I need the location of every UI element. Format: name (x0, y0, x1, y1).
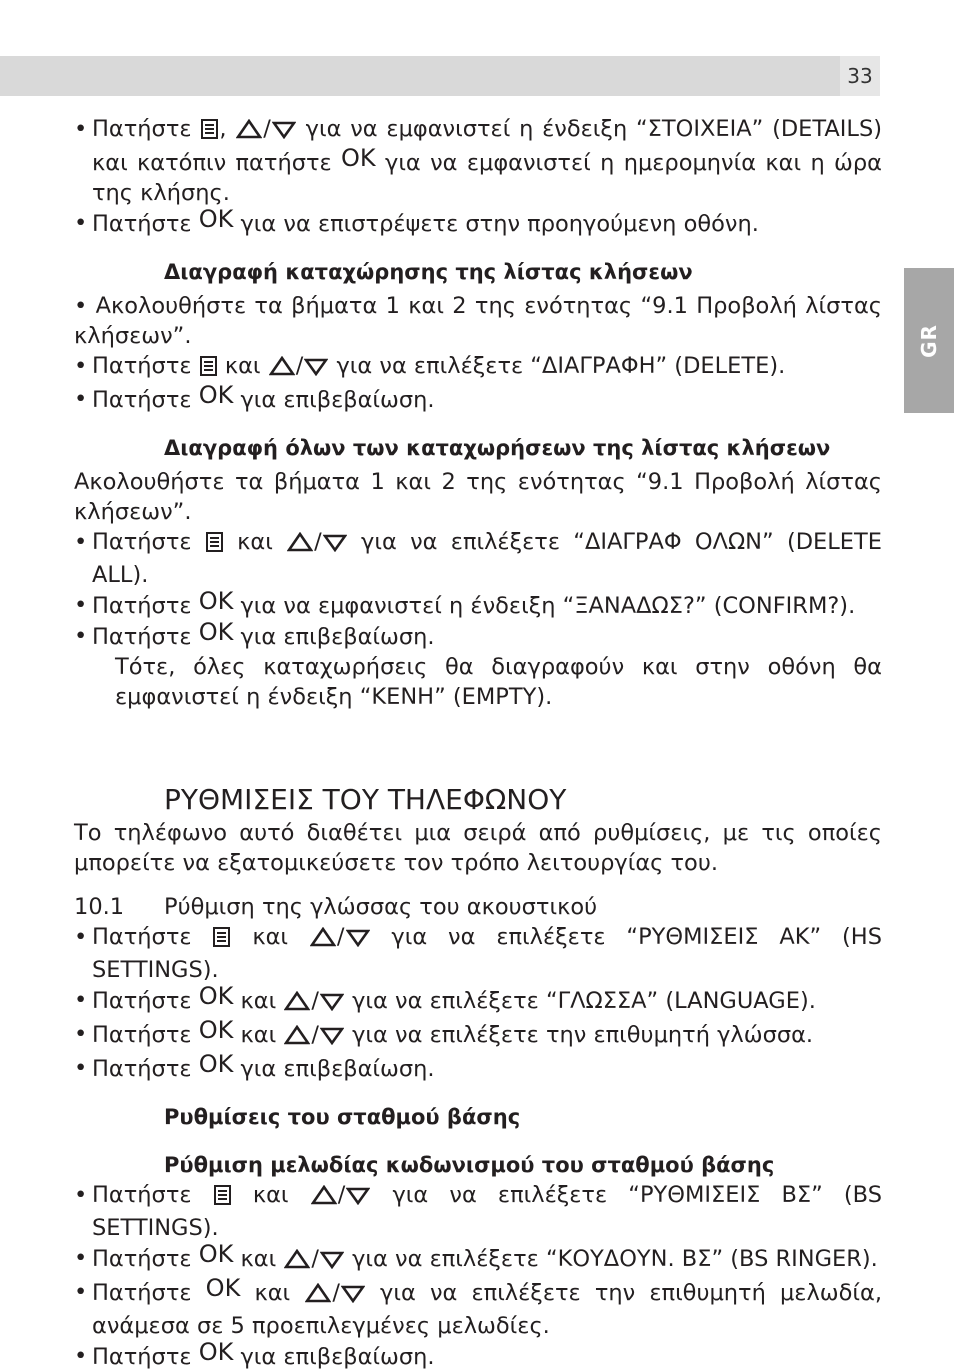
language-tab-label: GR (917, 323, 941, 358)
section-heading: Διαγραφή όλων των καταχωρήσεων της λίστας κλήσεων (164, 436, 831, 460)
triangle-up-icon (284, 1023, 310, 1053)
triangle-down-icon (320, 1023, 344, 1053)
ok-key-label: OK (198, 587, 234, 615)
section-title-row (74, 892, 882, 922)
triangle-down-icon (320, 989, 344, 1019)
triangle-up-icon (287, 530, 313, 560)
triangle-up-icon (284, 989, 310, 1019)
triangle-up-icon (284, 1247, 310, 1277)
paragraph: Το τηλέφωνο αυτό διαθέτει μια σειρά από ρυθμίσεις, με τις οποίες μπορείτε να εξατομικεύσετε τον τρόπο λειτουργίας του. (74, 820, 882, 876)
menu-key-icon (206, 530, 223, 560)
triangle-down-icon (320, 1247, 344, 1277)
list-item: • Πατήστε και / για να επιλέξετε “ΡΥΘΜΙΣΕΙΣ ΑΚ” (HS SETTINGS). (74, 922, 882, 985)
triangle-down-icon (346, 1183, 370, 1213)
ok-key-label: OK (198, 618, 234, 646)
triangle-down-icon (323, 530, 347, 560)
list-item: • Πατήστε OK για επιβεβαίωση. (74, 621, 882, 652)
paragraph: Ακολουθήστε τα βήματα 1 και 2 της ενότητας “9.1 Προβολή λίστας κλήσεων”. (74, 469, 882, 525)
ok-key-label: OK (198, 1240, 234, 1268)
list-item: • Πατήστε OK και / για να επιλέξετε “ΓΛΩΣΣΑ” (LANGUAGE). (74, 985, 882, 1019)
ok-key-label: OK (198, 381, 234, 409)
list-item: • Πατήστε OK και / για να επιλέξετε την επιθυμητή γλώσσα. (74, 1019, 882, 1053)
ok-key-label: OK (198, 982, 234, 1010)
triangle-up-icon (269, 354, 295, 384)
triangle-down-icon (304, 354, 328, 384)
list-item: • Πατήστε και / για να επιλέξετε “ΡΥΘΜΙΣΕΙΣ ΒΣ” (BS SETTINGS). (74, 1180, 882, 1243)
chapter-title: ΡΥΘΜΙΣΕΙΣ ΤΟΥ ΤΗΛΕΦΩΝΟΥ (164, 783, 567, 816)
triangle-down-icon (341, 1281, 365, 1311)
page-content (74, 114, 882, 1372)
ok-key-label: OK (198, 205, 234, 233)
menu-key-icon (213, 925, 230, 955)
list-item: • Πατήστε και / για να επιλέξετε “ΔΙΑΓΡΑΦΗ” (DELETE). (74, 351, 882, 384)
list-item: • Πατήστε OK για να εμφανιστεί η ένδειξη “ΞΑΝΑΔΩΣ?” (CONFIRM?). (74, 590, 882, 621)
menu-key-icon (200, 354, 217, 384)
section-heading: Διαγραφή καταχώρησης της λίστας κλήσεων (164, 260, 693, 284)
ok-key-label: OK (341, 144, 376, 172)
header-band (0, 56, 880, 96)
menu-key-icon (201, 117, 218, 147)
list-item: • Πατήστε OK για επιβεβαίωση. (74, 1053, 882, 1084)
section-number: 10.1 (74, 894, 125, 920)
language-tab (904, 268, 954, 413)
list-item: • Πατήστε και / για να επιλέξετε “ΔΙΑΓΡΑΦ ΟΛΩΝ” (DELETE ALL). (74, 527, 882, 590)
ok-key-label: OK (198, 1016, 234, 1044)
list-item: • Πατήστε OK για επιβεβαίωση. (74, 1341, 882, 1372)
list-item: • Ακολουθήστε τα βήματα 1 και 2 της ενότητας “9.1 Προβολή λίστας κλήσεων”. (74, 293, 882, 349)
list-item: • Πατήστε OK για να επιστρέψετε στην προηγούμενη οθόνη. (74, 208, 882, 239)
triangle-down-icon (346, 925, 370, 955)
triangle-up-icon (305, 1281, 331, 1311)
triangle-up-icon (311, 1183, 337, 1213)
list-item: • Πατήστε OK και / για να επιλέξετε “ΚΟΥΔΟΥΝ. ΒΣ” (BS RINGER). (74, 1243, 882, 1277)
note-paragraph: Τότε, όλες καταχωρήσεις θα διαγραφούν και στην οθόνη θα εμφανιστεί η ένδειξη “ΚΕΝΗ” (EMPTY). (115, 654, 882, 710)
section-title: Ρύθμιση της γλώσσας του ακουστικού (164, 894, 598, 920)
menu-key-icon (214, 1183, 231, 1213)
ok-key-label: OK (205, 1274, 241, 1302)
triangle-up-icon (236, 117, 262, 147)
triangle-down-icon (272, 117, 296, 147)
ok-key-label: OK (198, 1050, 234, 1078)
ok-key-label: OK (198, 1338, 234, 1366)
list-item: • Πατήστε , / για να εμφανιστεί η ένδειξη “ΣΤΟΙΧΕΙΑ” (DETAILS) και κατόπιν πατήστε OK για να εμφανιστεί η ημερομηνία και η ώρα της κλήσης. (74, 114, 882, 208)
list-item: • Πατήστε OK για επιβεβαίωση. (74, 384, 882, 415)
list-item: • Πατήστε OK και / για να επιλέξετε την επιθυμητή μελωδία, ανάμεσα σε 5 προεπιλεγμένες μελωδίες. (74, 1277, 882, 1341)
triangle-up-icon (310, 925, 336, 955)
section-subheading: Ρύθμιση μελωδίας κωδωνισμού του σταθμού βάσης (164, 1153, 775, 1177)
section-heading: Ρυθμίσεις του σταθμού βάσης (164, 1105, 521, 1129)
page-number: 33 (840, 56, 880, 96)
